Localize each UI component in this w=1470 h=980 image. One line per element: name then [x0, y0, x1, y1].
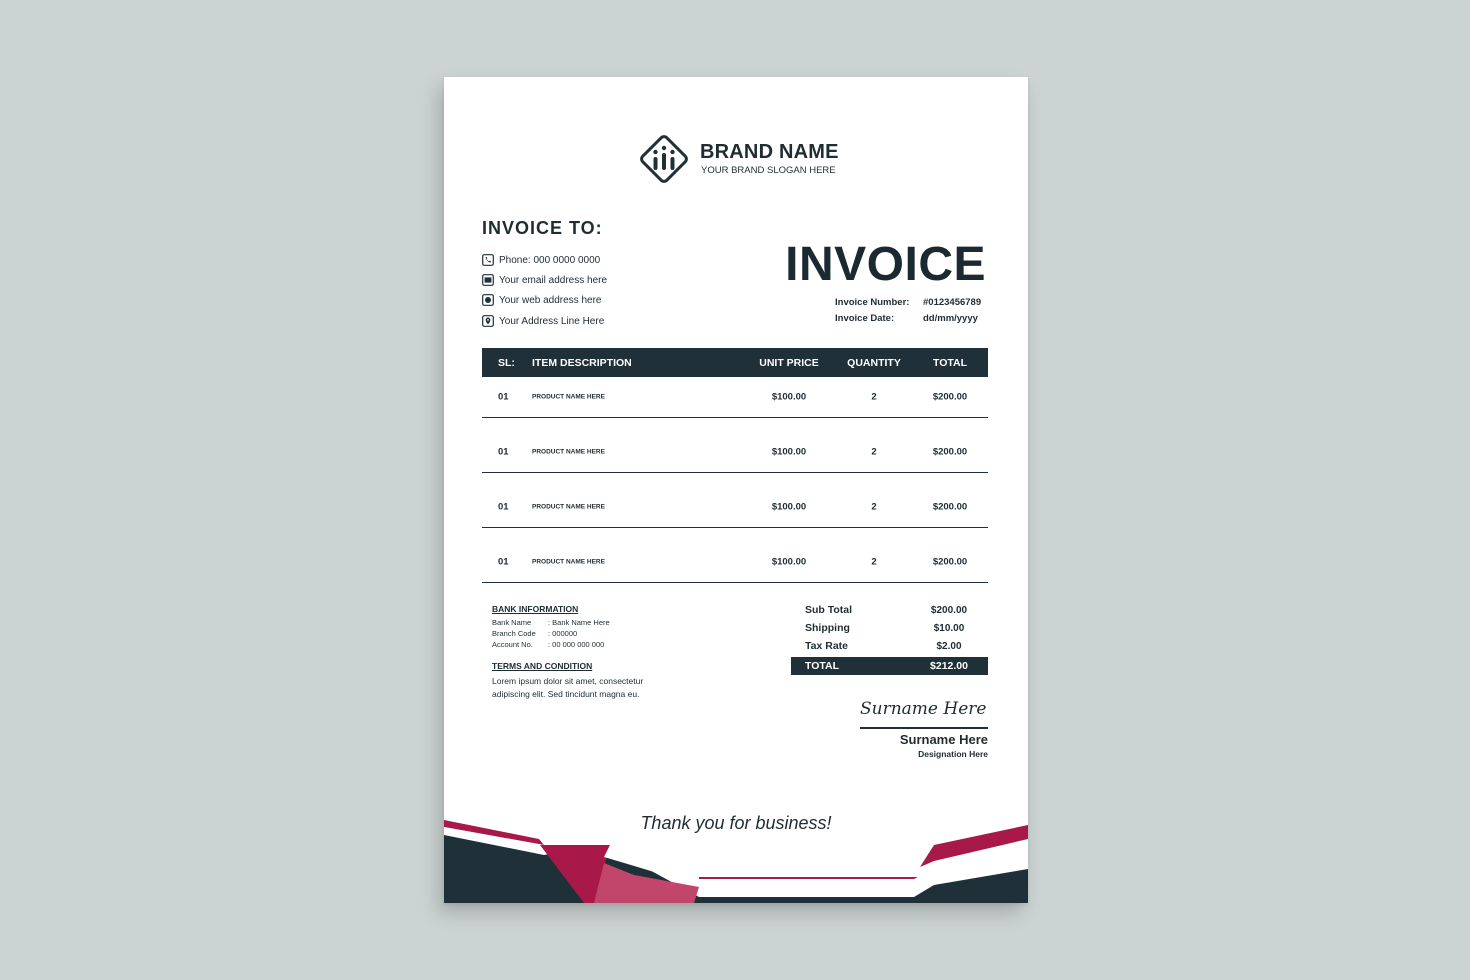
row-sl: 01 — [498, 556, 509, 568]
grand-total-label: TOTAL — [805, 660, 840, 672]
row-quantity: 2 — [871, 501, 877, 513]
row-unit-price: $100.00 — [771, 446, 807, 458]
signer-name: Surname Here — [899, 732, 988, 747]
row-description: PRODUCT NAME HERE — [532, 503, 605, 511]
invoice-page — [444, 77, 1028, 903]
signature-script: Surname Here — [860, 699, 987, 719]
contact-email — [482, 273, 607, 287]
row-description: PRODUCT NAME HERE — [532, 393, 605, 401]
bank-row-value: : Bank Name Here — [548, 618, 610, 627]
thank-you-message: Thank you for business! — [640, 813, 832, 833]
bank-info-heading: BANK INFORMATION — [492, 604, 579, 614]
grand-total-value: $212.00 — [930, 660, 968, 672]
contact-address — [482, 314, 604, 328]
row-total: $200.00 — [932, 391, 968, 403]
table-row — [482, 542, 988, 583]
row-unit-price: $100.00 — [771, 556, 807, 568]
header-sl: SL: — [498, 356, 515, 369]
location-icon — [482, 315, 494, 327]
invoice-number-label: Invoice Number: — [835, 297, 910, 308]
row-total: $200.00 — [932, 556, 968, 568]
row-total: $200.00 — [932, 446, 968, 458]
bank-row-bank-name — [492, 618, 610, 627]
row-description: PRODUCT NAME HERE — [532, 558, 605, 566]
shipping-label: Shipping — [805, 622, 850, 634]
row-sl: 01 — [498, 446, 509, 458]
grand-total-bar — [791, 657, 988, 675]
invoice-title: INVOICE — [785, 238, 986, 291]
table-row — [482, 432, 988, 473]
sub-total-value: $200.00 — [930, 605, 968, 616]
phone-icon — [482, 254, 494, 266]
invoice-date-label: Invoice Date: — [835, 313, 895, 324]
contact-web-text: Your web address here — [499, 294, 602, 306]
row-description: PRODUCT NAME HERE — [532, 448, 605, 456]
header-description: ITEM DESCRIPTION — [532, 356, 632, 369]
shipping-value: $10.00 — [933, 623, 965, 634]
row-unit-price: $100.00 — [771, 391, 807, 403]
contact-address-text: Your Address Line Here — [499, 315, 605, 327]
sub-total-label: Sub Total — [805, 604, 853, 616]
table-row — [482, 487, 988, 528]
row-total: $200.00 — [932, 501, 968, 513]
bank-row-branch-code — [492, 629, 577, 638]
bank-row-value: : 00 000 000 000 — [548, 640, 605, 649]
terms-text: Lorem ipsum dolor sit amet, consectetur adipiscing elit. Sed tincidunt magna eu. — [492, 676, 644, 699]
tax-rate-label: Tax Rate — [805, 640, 848, 652]
row-sl: 01 — [498, 501, 509, 513]
row-unit-price: $100.00 — [771, 501, 807, 513]
row-quantity: 2 — [871, 446, 877, 458]
bank-row-value: : 000000 — [548, 629, 578, 638]
row-sl: 01 — [498, 391, 509, 403]
signer-designation: Designation Here — [918, 749, 988, 759]
items-table-header — [482, 348, 988, 377]
header-unit-price: UNIT PRICE — [759, 356, 819, 369]
invoice-date-value: dd/mm/yyyy — [923, 313, 978, 324]
table-row — [482, 377, 988, 418]
tax-rate-value: $2.00 — [936, 641, 962, 652]
brand-name: BRAND NAME — [700, 141, 839, 163]
contact-phone — [482, 253, 600, 267]
brand-slogan: YOUR BRAND SLOGAN HERE — [701, 165, 836, 176]
terms-heading: TERMS AND CONDITION — [492, 661, 593, 671]
header-total: TOTAL — [932, 356, 968, 369]
header-quantity: QUANTITY — [847, 356, 901, 369]
signature-line — [860, 727, 988, 729]
bank-row-label: Account No. — [492, 640, 533, 649]
invoice-number-value: #0123456789 — [923, 297, 982, 308]
invoice-to-heading: INVOICE TO: — [482, 218, 603, 238]
bank-row-label: Branch Code — [492, 629, 536, 638]
email-icon — [482, 274, 494, 286]
contact-email-text: Your email address here — [499, 274, 608, 286]
diamond-logo-icon — [634, 129, 694, 189]
web-icon — [482, 294, 494, 306]
row-quantity: 2 — [871, 556, 877, 568]
contact-web — [482, 293, 601, 307]
contact-phone-text: Phone: 000 0000 0000 — [499, 254, 601, 266]
row-quantity: 2 — [871, 391, 877, 403]
bank-row-label: Bank Name — [492, 618, 532, 627]
bank-row-account-no — [492, 640, 604, 649]
